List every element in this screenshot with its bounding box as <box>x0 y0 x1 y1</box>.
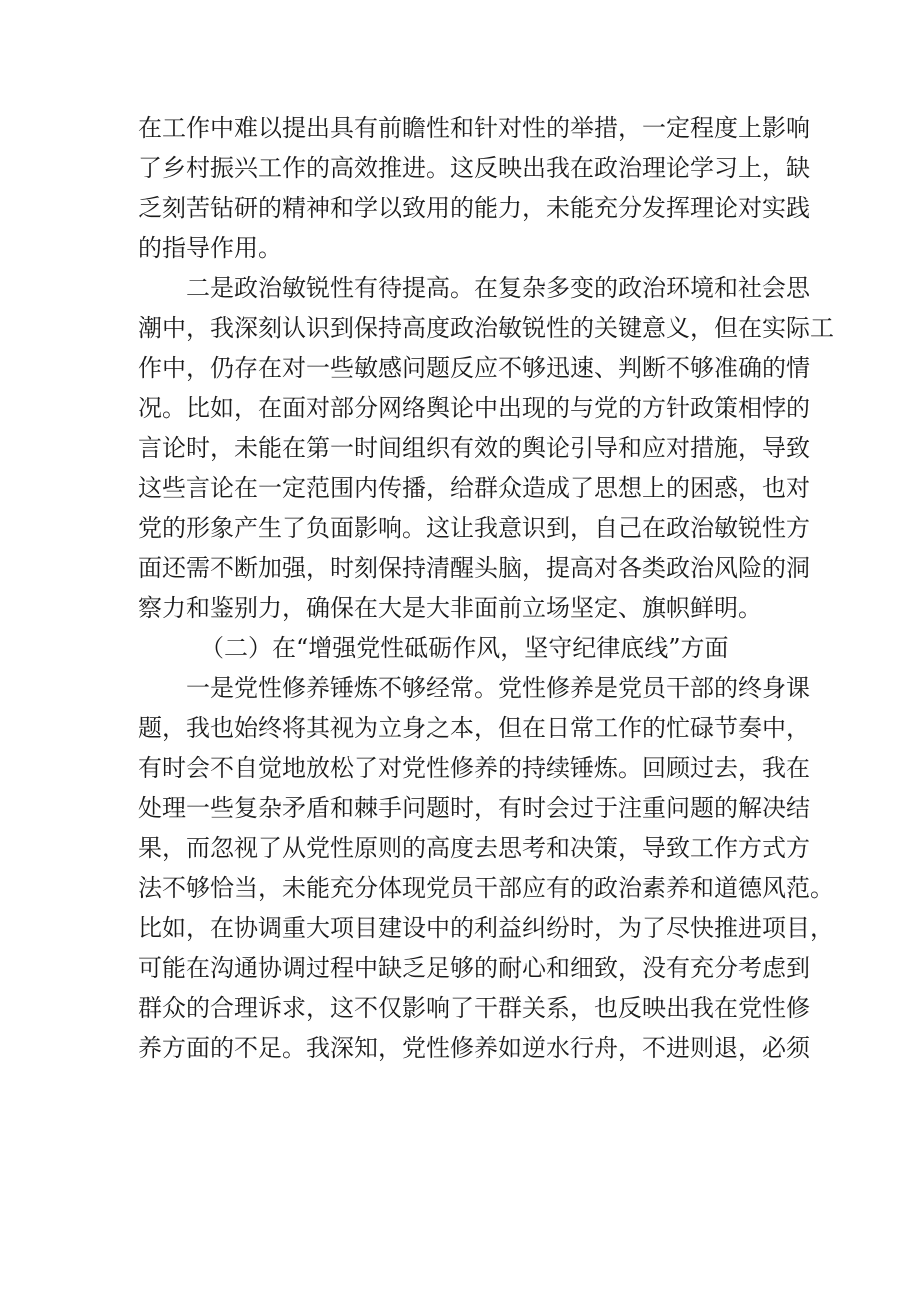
text-line: 况。比如，在面对部分网络舆论中出现的与党的方针政策相悖的 <box>138 394 810 422</box>
text-line: 可能在沟通协调过程中缺乏足够的耐心和细致，没有充分考虑到 <box>138 954 810 982</box>
text-line: 在工作中难以提出具有前瞻性和针对性的举措，一定程度上影响 <box>138 114 810 142</box>
document-body <box>138 108 834 1068</box>
text-line: 党的形象产生了负面影响。这让我意识到，自己在政治敏锐性方 <box>138 514 810 542</box>
text-line: 一是党性修养锤炼不够经常。党性修养是党员干部的终身课 <box>186 674 810 702</box>
text-line: 养方面的不足。我深知，党性修养如逆水行舟，不进则退，必须 <box>138 1034 810 1062</box>
text-line: 有时会不自觉地放松了对党性修养的持续锤炼。回顾过去，我在 <box>138 754 810 782</box>
text-line: 处理一些复杂矛盾和棘手问题时，有时会过于注重问题的解决结 <box>138 794 810 822</box>
text-line: 了乡村振兴工作的高效推进。这反映出我在政治理论学习上，缺 <box>138 154 810 182</box>
text-line: 法不够恰当，未能充分体现党员干部应有的政治素养和道德风范。 <box>138 874 834 902</box>
text-line: 面还需不断加强，时刻保持清醒头脑，提高对各类政治风险的洞 <box>138 554 810 582</box>
text-line: 群众的合理诉求，这不仅影响了干群关系，也反映出我在党性修 <box>138 994 810 1022</box>
text-line: 果，而忽视了从党性原则的高度去思考和决策，导致工作方式方 <box>138 834 810 862</box>
text-line: 作中，仍存在对一些敏感问题反应不够迅速、判断不够准确的情 <box>138 354 810 382</box>
text-line: 二是政治敏锐性有待提高。在复杂多变的政治环境和社会思 <box>186 274 810 302</box>
text-line: 潮中，我深刻认识到保持高度政治敏锐性的关键意义，但在实际工 <box>138 314 834 342</box>
text-line: 这些言论在一定范围内传播，给群众造成了思想上的困惑，也对 <box>138 474 810 502</box>
paragraph-3 <box>138 668 834 1068</box>
section-heading-text: （二）在“增强党性砥砺作风，坚守纪律底线”方面 <box>200 634 729 662</box>
text-line: 察力和鉴别力，确保在大是大非面前立场坚定、旗帜鲜明。 <box>138 594 762 622</box>
text-line: 题，我也始终将其视为立身之本，但在日常工作的忙碌节奏中， <box>138 714 810 742</box>
text-line: 乏刻苦钻研的精神和学以致用的能力，未能充分发挥理论对实践 <box>138 194 810 222</box>
text-line: 比如，在协调重大项目建设中的利益纠纷时，为了尽快推进项目， <box>138 914 834 942</box>
section-heading <box>138 628 798 668</box>
paragraph-1 <box>138 108 810 268</box>
text-line: 的指导作用。 <box>138 234 282 262</box>
paragraph-2 <box>138 268 834 628</box>
text-line: 言论时，未能在第一时间组织有效的舆论引导和应对措施，导致 <box>138 434 810 462</box>
